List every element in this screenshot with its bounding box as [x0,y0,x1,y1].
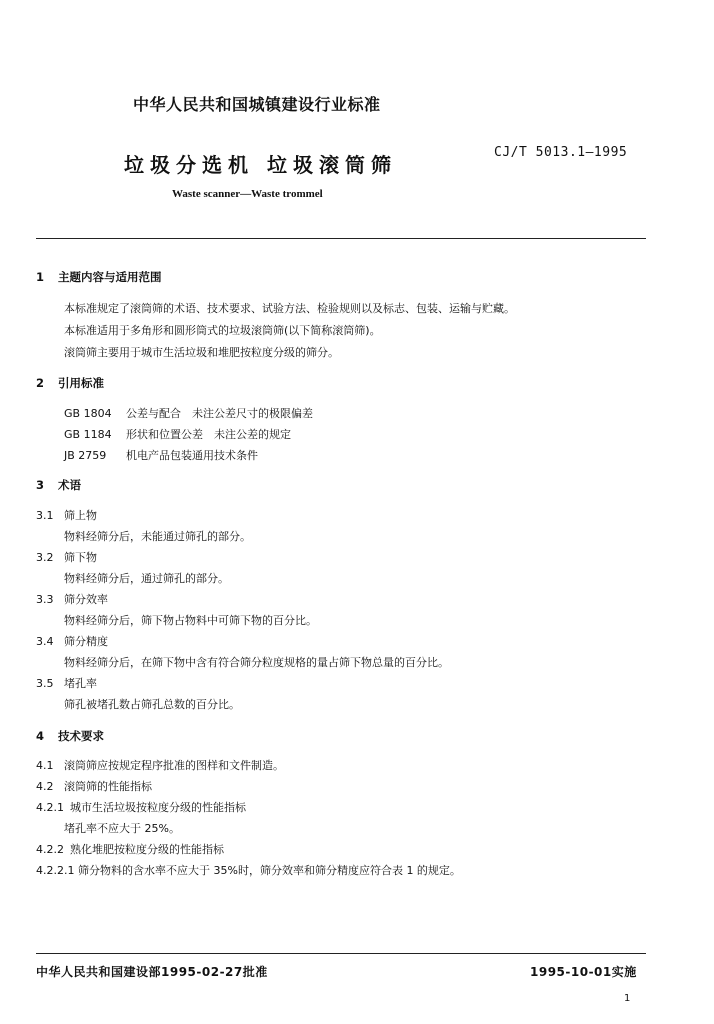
reference-text: 公差与配合 未注公差尺寸的极限偏差 [126,407,313,420]
term-name: 堵孔率 [64,677,97,690]
clause-text: 筛分物料的含水率不应大于 35%时，筛分效率和筛分精度应符合表 1 的规定。 [78,864,461,877]
term-heading [36,507,97,523]
section-number: 4 [36,729,45,743]
document-title-cn: 垃圾分选机 垃圾滚筒筛 [124,153,397,177]
clause-text: 滚筒筛的性能指标 [64,780,152,793]
term-definition: 物料经筛分后，筛下物占物料中可筛下物的百分比。 [64,614,317,627]
term-heading [36,549,97,565]
term-name: 筛分精度 [64,635,108,648]
section-title: 术语 [58,478,81,492]
section-heading-4 [36,728,104,744]
clause-number: 4.2.2 [36,843,64,856]
reference-item [64,426,291,442]
reference-code: JB 2759 [64,449,107,462]
clause-number: 4.1 [36,759,54,772]
term-number: 3.1 [36,509,54,522]
section-number: 1 [36,270,45,284]
clause [36,799,246,815]
reference-code: GB 1804 [64,407,112,420]
page-number: 1 [624,993,631,1004]
footer-divider [36,953,646,954]
issuing-organization: 中华人民共和国城镇建设行业标准 [133,95,381,114]
reference-item [64,447,258,463]
reference-item [64,405,313,421]
clause [36,778,152,794]
section-heading-2 [36,375,104,391]
clause-text: 城市生活垃圾按粒度分级的性能指标 [70,801,246,814]
approval-line: 中华人民共和国建设部1995-02-27批准 [36,965,268,979]
header-divider [36,238,646,239]
term-name: 筛分效率 [64,593,108,606]
term-definition: 物料经筛分后，通过筛孔的部分。 [64,572,229,585]
section-title: 技术要求 [58,729,104,743]
clause-text: 滚筒筛应按规定程序批准的图样和文件制造。 [64,759,284,772]
term-definition: 物料经筛分后，未能通过筛孔的部分。 [64,530,251,543]
reference-code: GB 1184 [64,428,112,441]
term-number: 3.5 [36,677,54,690]
paragraph: 滚筒筛主要用于城市生活垃圾和堆肥按粒度分级的筛分。 [64,346,339,359]
section-number: 2 [36,376,45,390]
section-title: 主题内容与适用范围 [58,270,162,284]
term-heading [36,591,108,607]
term-heading [36,633,108,649]
term-number: 3.2 [36,551,54,564]
term-heading [36,675,97,691]
clause [36,757,284,773]
paragraph: 本标准规定了滚筒筛的术语、技术要求、试验方法、检验规则以及标志、包装、运输与贮藏。 [64,302,515,315]
clause [36,841,224,857]
section-title: 引用标准 [58,376,104,390]
clause-number: 4.2.1 [36,801,64,814]
section-heading-1 [36,269,162,285]
section-heading-3 [36,477,81,493]
reference-text: 机电产品包装通用技术条件 [126,449,258,462]
section-number: 3 [36,478,45,492]
term-number: 3.4 [36,635,54,648]
term-definition: 物料经筛分后，在筛下物中含有符合筛分粒度规格的量占筛下物总量的百分比。 [64,656,449,669]
clause-number: 4.2 [36,780,54,793]
clause-text: 熟化堆肥按粒度分级的性能指标 [70,843,224,856]
clause-body: 堵孔率不应大于 25%。 [64,822,180,835]
term-definition: 筛孔被堵孔数占筛孔总数的百分比。 [64,698,240,711]
effective-date: 1995-10-01实施 [530,965,637,979]
term-name: 筛上物 [64,509,97,522]
clause-number: 4.2.2.1 [36,864,75,877]
document-title-en: Waste scanner—Waste trommel [172,188,323,200]
term-number: 3.3 [36,593,54,606]
term-name: 筛下物 [64,551,97,564]
clause [36,862,461,878]
reference-text: 形状和位置公差 未注公差的规定 [126,428,291,441]
standard-code: CJ/T 5013.1—1995 [494,145,628,160]
paragraph: 本标准适用于多角形和圆形筒式的垃圾滚筒筛(以下简称滚筒筛)。 [64,324,381,337]
